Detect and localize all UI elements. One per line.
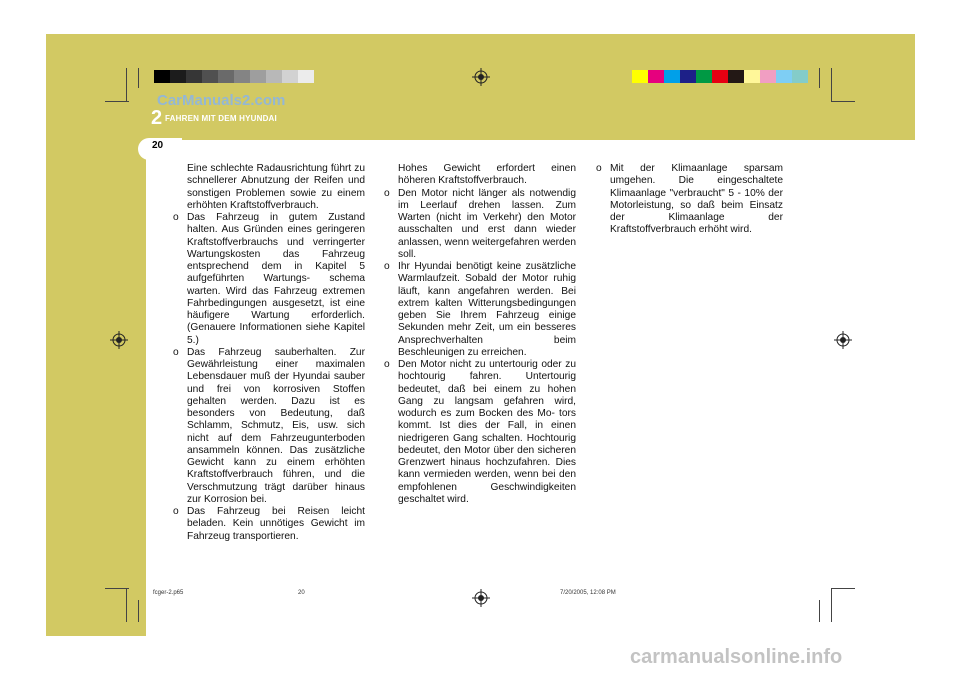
text-column-3 (596, 163, 783, 237)
color-swatch (154, 70, 170, 83)
crop-mark (819, 600, 820, 622)
cmyk-color-bar (632, 70, 808, 83)
footer-filename: fcger-2.p65 (153, 590, 184, 596)
header-band (46, 34, 915, 140)
list-item-text: Den Motor nicht zu untertourig oder zu hochtourig fahren. Untertourig bedeutet, daß bei einem zu hohen Gang zu langsam gefahren wird, wodurch es zum Bocken des Mo- tors kommt. Ist dies der Fall, in einen niedrigeren Gang schalten. Hochtourig bedeutet, den Motor über den sicheren Grenzwert hinaus hochzufahren. Dies kann vermieden werden, wenn bei den empfohlenen Geschwindigkeiten geschaltet wird. (398, 359, 576, 505)
list-item-text: Das Fahrzeug bei Reisen leicht beladen. Kein unnötiges Gewicht im Fahrzeug transportieren. (187, 506, 365, 542)
footer-page: 20 (298, 590, 305, 596)
color-swatch (282, 70, 298, 83)
color-swatch (696, 70, 712, 83)
color-swatch (744, 70, 760, 83)
text-column-2 (384, 163, 576, 506)
list-item (173, 506, 365, 543)
list-item (596, 163, 783, 237)
paragraph: Eine schlechte Radausrichtung führt zu schnellerer Abnutzung der Reifen und sonstigen Problemen sowie zu einem erhöhten Kraftstoffverbrauch. (187, 163, 365, 211)
bullet: o (596, 163, 602, 174)
color-swatch (728, 70, 744, 83)
color-swatch (776, 70, 792, 83)
chapter-title: FAHREN MIT DEM HYUNDAI (165, 114, 277, 123)
color-swatch (760, 70, 776, 83)
color-swatch (680, 70, 696, 83)
color-swatch (648, 70, 664, 83)
bullet: o (384, 359, 390, 370)
crop-mark (831, 101, 855, 102)
list-item (384, 261, 576, 359)
registration-mark-icon (834, 331, 852, 349)
crop-mark (126, 588, 127, 622)
list-item (384, 359, 576, 506)
crop-mark (819, 68, 820, 88)
crop-mark (831, 68, 832, 102)
bullet: o (173, 346, 179, 358)
color-swatch (792, 70, 808, 83)
list-item-text: Das Fahrzeug sauberhalten. Zur Gewährleistung einer maximalen Lebensdauer muß der Hyundai sauber und frei von korrosiven Stoffen gehalten werden. Dazu ist es besonders von Bedeutung, daß Schlamm, Schmutz, Eis, usw. sich nicht auf dem Fahrzeugunterboden ansammeln können. Das zusätzliche Gewicht kann zu einem erhöhten Kraftstoffverbrauch führen, und die Verschmutzung trägt darüber hinaus zur Korrosion bei. (187, 346, 365, 505)
color-swatch (234, 70, 250, 83)
registration-mark-icon (110, 331, 128, 349)
crop-mark (831, 588, 855, 589)
list-item (173, 212, 365, 347)
color-swatch (712, 70, 728, 83)
list-item-text: Das Fahrzeug in gutem Zustand halten. Aus Gründen eines geringeren Kraftstoffverbrauchs und verringerter Wartungskosten das Fahrzeug entsprechend dem in Kapitel 5 aufgeführten Wartungs- schema warten. Wird das Fahrzeug extremen Fahrbedingungen ausgesetzt, ist eine häufigere Wartung erforderlich. (Genauere Informationen siehe Kapitel 5.) (187, 212, 365, 346)
side-band (46, 140, 146, 636)
crop-mark (138, 68, 139, 88)
list-item (384, 188, 576, 262)
grayscale-color-bar (154, 70, 314, 83)
list-item-text: Ihr Hyundai benötigt keine zusätzliche Warmlaufzeit. Sobald der Motor ruhig läuft, kann angefahren werden. Bei extrem kalten Witterungsbedingungen geben Sie Ihrem Fahrzeug einige Sekunden mehr Zeit, um ein besseres Ansprechverhalten beim Beschleunigen zu erreichen. (398, 261, 576, 358)
color-swatch (186, 70, 202, 83)
crop-mark (138, 600, 139, 622)
text-column-1 (173, 163, 365, 543)
watermark-top[interactable]: CarManuals2.com (157, 92, 286, 109)
color-swatch (202, 70, 218, 83)
watermark-bottom[interactable]: carmanualsonline.info (630, 646, 843, 668)
crop-mark (831, 588, 832, 622)
registration-mark-icon (472, 589, 490, 607)
registration-mark-icon (472, 68, 490, 86)
bullet: o (384, 187, 390, 199)
color-swatch (250, 70, 266, 83)
list-item-text: Den Motor nicht länger als notwendig im Leerlauf drehen lassen. Zum Warten (nicht im Verkehr) den Motor ausschalten und erst dann wieder anlassen, wenn weitergefahren werden soll. (398, 187, 576, 260)
crop-mark (105, 588, 129, 589)
paragraph: Hohes Gewicht erfordert einen höheren Kraftstoffverbrauch. (398, 163, 576, 187)
color-swatch (664, 70, 680, 83)
color-swatch (218, 70, 234, 83)
bullet: o (173, 506, 179, 517)
color-swatch (266, 70, 282, 83)
color-swatch (298, 70, 314, 83)
footer-timestamp: 7/20/2005, 12:08 PM (560, 590, 616, 596)
page-number: 20 (152, 140, 164, 151)
chapter-number: 2 (151, 107, 163, 129)
list-item (173, 347, 365, 506)
crop-mark (105, 101, 129, 102)
color-swatch (170, 70, 186, 83)
crop-mark (126, 68, 127, 102)
bullet: o (384, 261, 390, 272)
list-item-text: Mit der Klimaanlage sparsam umgehen. Die eingeschaltete Klimaanlage "verbraucht" 5 - 10% der Motorleistung, so daß beim Einsatz der Klimaanlage der Kraftstoffverbrauch erhöht wird. (610, 163, 783, 236)
color-swatch (632, 70, 648, 83)
bullet: o (173, 212, 179, 223)
